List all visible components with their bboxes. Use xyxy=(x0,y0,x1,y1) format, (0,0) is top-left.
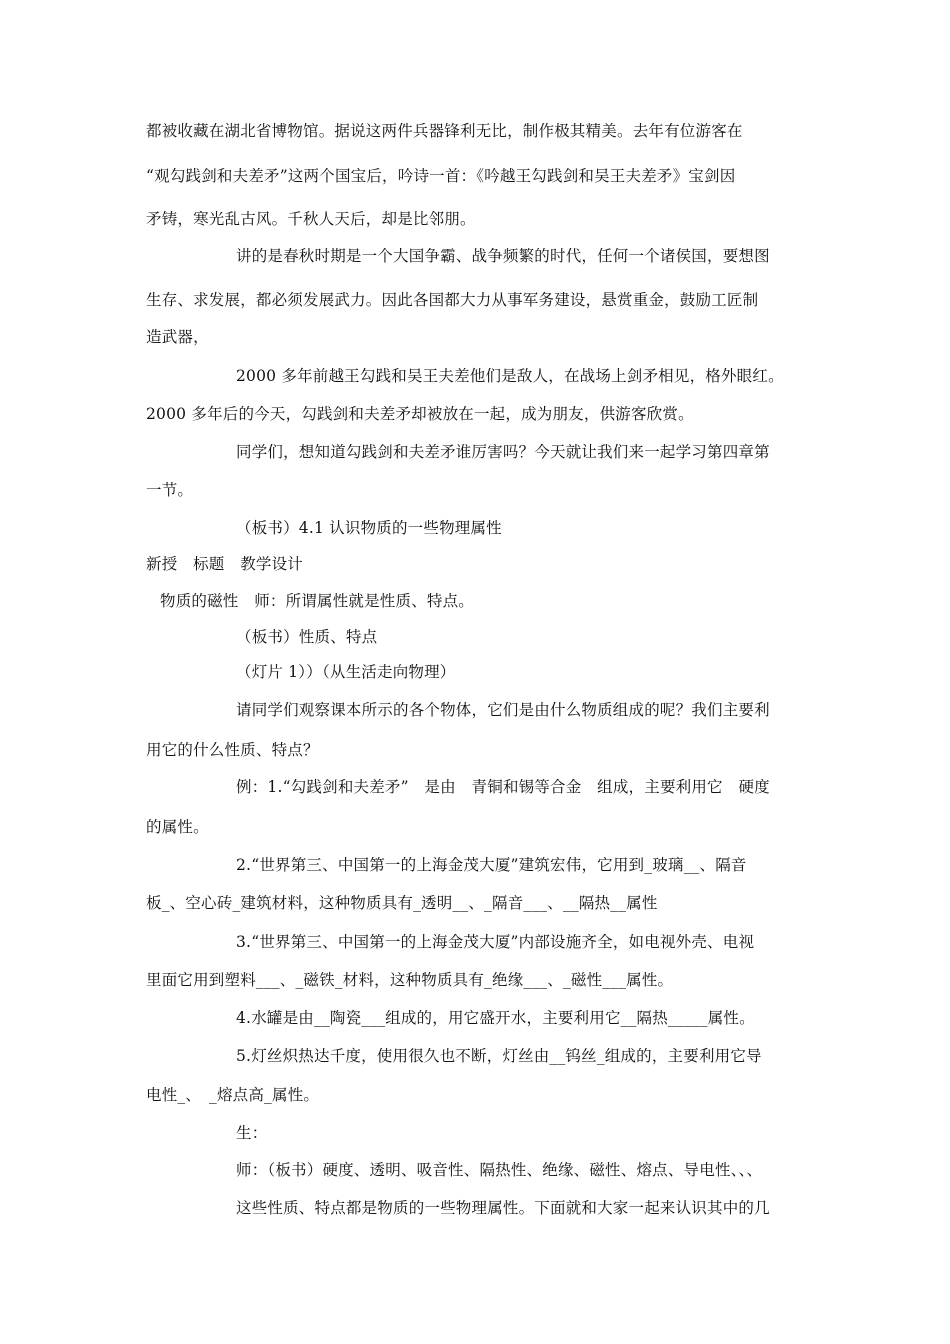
text-line: 生存、求发展，都必须发展武力。因此各国都大力从事军务建设，悬赏重金，鼓励工匠制 xyxy=(146,291,759,309)
text-line: 一节。 xyxy=(146,481,194,499)
text-line: 造武器， xyxy=(146,328,209,346)
text-line: 2000 多年后的今天，勾践剑和夫差矛却被放在一起，成为朋友，供游客欣赏。 xyxy=(146,405,694,423)
text-line: （板书）性质、特点 xyxy=(236,628,378,646)
text-line: 例：1.“勾践剑和夫差矛” 是由 青铜和锡等合金 组成，主要利用它 硬度 xyxy=(236,778,770,796)
text-line: 物质的磁性 师：所谓属性就是性质、特点。 xyxy=(160,592,475,610)
text-line: 4.水罐是由__陶瓷___组成的，用它盛开水，主要利用它__隔热_____属性。 xyxy=(236,1009,755,1027)
text-line: 矛铸，寒光乱古风。千秋人天后，却是比邻朋。 xyxy=(146,210,476,228)
text-line: （灯片 1））（从生活走向物理） xyxy=(236,663,456,681)
text-line: 用它的什么性质、特点？ xyxy=(146,741,319,759)
text-line: 板_、空心砖_建筑材料，这种物质具有_透明__、_隔音___、__隔热__属性 xyxy=(146,894,658,912)
text-line: 生： xyxy=(236,1124,268,1142)
text-line: 2000 多年前越王勾践和吴王夫差他们是敌人，在战场上剑矛相见，格外眼红。 xyxy=(236,367,784,385)
text-line: 电性_、 _熔点高_属性。 xyxy=(146,1086,320,1104)
text-line: 的属性。 xyxy=(146,818,209,836)
text-line: 新授 标题 教学设计 xyxy=(146,555,304,573)
text-line: 都被收藏在湖北省博物馆。据说这两件兵器锋利无比，制作极其精美。去年有位游客在 xyxy=(146,122,743,140)
text-line: 里面它用到塑料___、_磁铁_材料，这种物质具有_绝缘___、_磁性___属性。 xyxy=(146,971,674,989)
text-line: 同学们，想知道勾践剑和夫差矛谁厉害吗？今天就让我们来一起学习第四章第 xyxy=(236,443,770,461)
text-line: 师：（板书）硬度、透明、吸音性、隔热性、绝缘、磁性、熔点、导电性、、、 xyxy=(236,1161,763,1179)
text-line: 这些性质、特点都是物质的一些物理属性。下面就和大家一起来认识其中的几 xyxy=(236,1199,770,1217)
text-line: 讲的是春秋时期是一个大国争霸、战争频繁的时代，任何一个诸侯国，要想图 xyxy=(236,247,770,265)
text-line: 请同学们观察课本所示的各个物体，它们是由什么物质组成的呢？我们主要利 xyxy=(236,701,770,719)
text-line: “观勾践剑和夫差矛”这两个国宝后，吟诗一首：《吟越王勾践剑和吴王夫差矛》宝剑因 xyxy=(146,167,736,185)
text-line: 5.灯丝炽热达千度，使用很久也不断，灯丝由__钨丝_组成的，主要利用它导 xyxy=(236,1047,762,1065)
text-line: （板书）4.1 认识物质的一些物理属性 xyxy=(236,519,502,537)
text-line: 3.“世界第三、中国第一的上海金茂大厦”内部设施齐全，如电视外壳、电视 xyxy=(236,933,755,951)
text-line: 2.“世界第三、中国第一的上海金茂大厦”建筑宏伟，它用到_玻璃__、隔音 xyxy=(236,856,747,874)
